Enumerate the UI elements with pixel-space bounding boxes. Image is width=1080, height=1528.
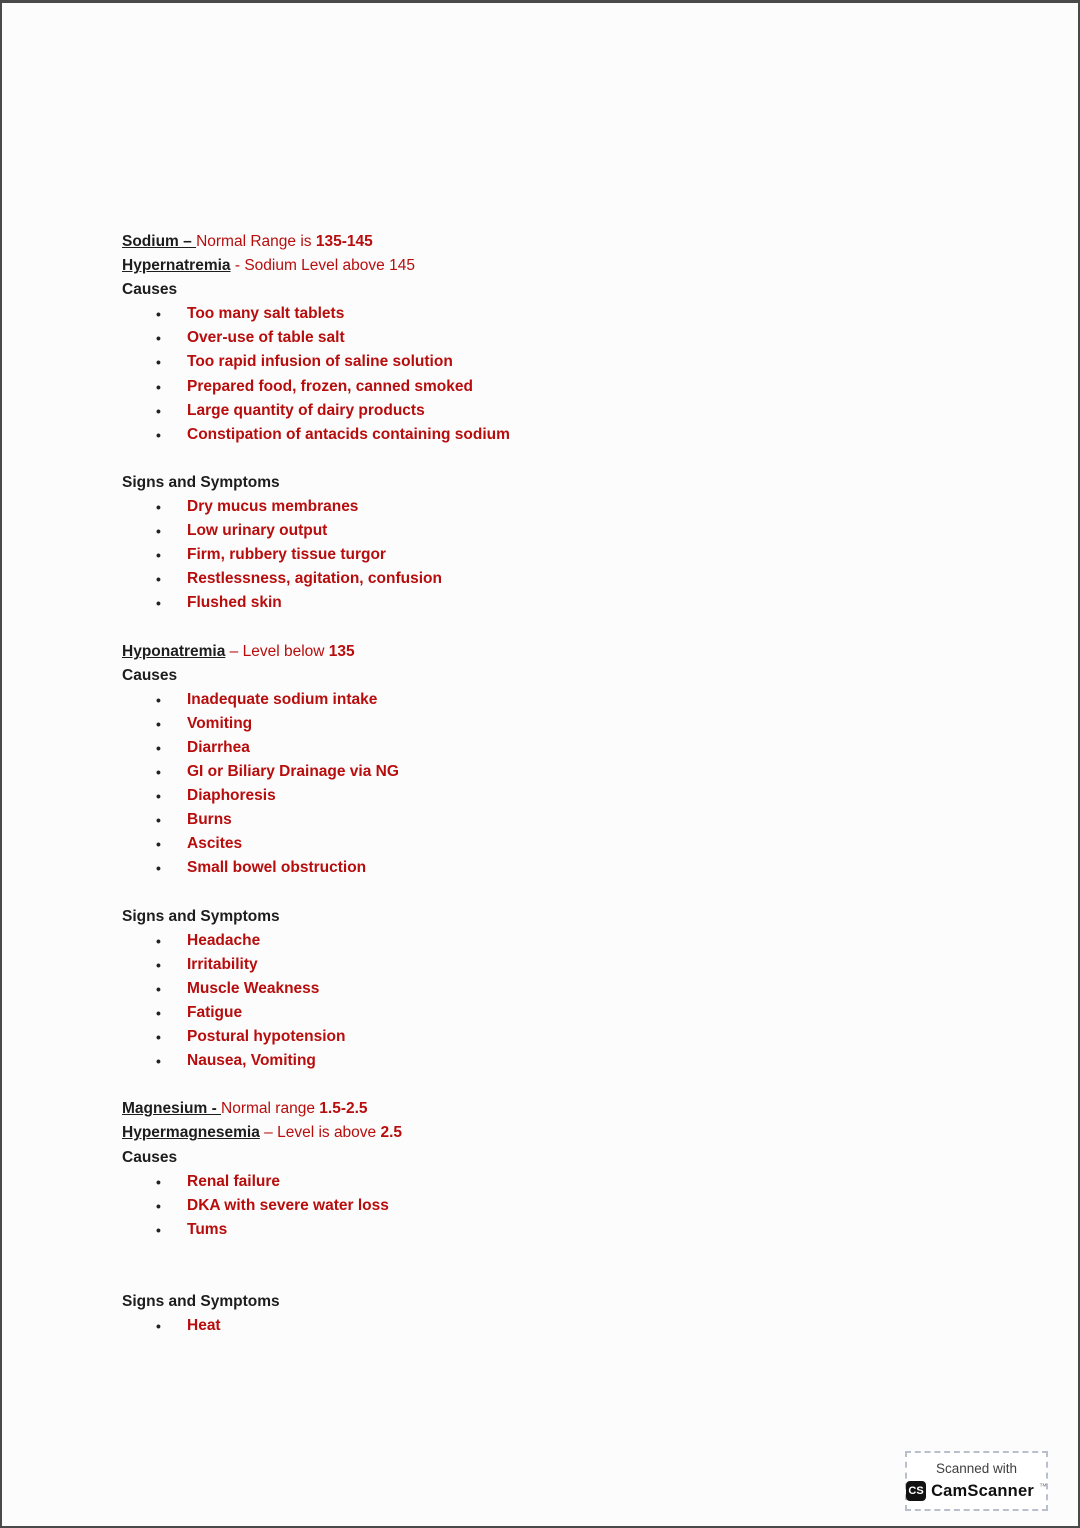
bullet-item: • Too rapid infusion of saline solution — [187, 350, 952, 374]
text-segment: Causes — [122, 281, 178, 299]
text-segment: Hypernatremia — [122, 257, 231, 275]
bullet-item: • Dry mucus membranes — [187, 495, 952, 519]
bullet-item: • Heat — [187, 1314, 952, 1338]
bullet-item: • Irritability — [187, 953, 952, 977]
heading-hypermagnesemia — [122, 1121, 952, 1145]
text-segment: 2.5 — [380, 1124, 403, 1142]
hypernatremia-signs-list — [122, 495, 952, 615]
label-signs-symptoms — [122, 905, 952, 929]
camscanner-logo-icon: CS — [906, 1481, 926, 1501]
text-segment: 1.5-2.5 — [319, 1100, 368, 1118]
text-segment: Signs and Symptoms — [122, 473, 280, 491]
heading-magnesium — [122, 1097, 952, 1121]
bullet-item: • Prepared food, frozen, canned smoked — [187, 375, 952, 399]
text-segment: Causes — [122, 666, 178, 684]
label-causes — [122, 664, 952, 688]
bullet-item: • GI or Biliary Drainage via NG — [187, 760, 952, 784]
bullet-item: • Fatigue — [187, 1001, 952, 1025]
spacer — [122, 447, 952, 471]
bullet-item: • Low urinary output — [187, 519, 952, 543]
camscanner-brand-name: CamScanner — [931, 1481, 1034, 1500]
trademark-symbol: ™ — [1038, 1482, 1047, 1491]
bullet-item: • Diaphoresis — [187, 784, 952, 808]
bullet-item: • Constipation of antacids containing sodium — [187, 423, 952, 447]
bullet-item: • Headache — [187, 929, 952, 953]
text-segment: Signs and Symptoms — [122, 1293, 280, 1311]
hypernatremia-causes-list — [122, 302, 952, 447]
text-segment: Magnesium - — [122, 1100, 222, 1118]
heading-sodium — [122, 230, 952, 254]
hypermagnesemia-causes-list — [122, 1170, 952, 1242]
scanned-with-label: Scanned with — [935, 1461, 1018, 1476]
document-body — [122, 230, 952, 1338]
bullet-item: • Over-use of table salt — [187, 326, 952, 350]
text-segment: - Sodium Level above 145 — [230, 257, 415, 275]
label-causes — [122, 1146, 952, 1170]
text-segment: 135 — [328, 642, 355, 660]
bullet-item: • Large quantity of dairy products — [187, 399, 952, 423]
spacer — [122, 881, 952, 905]
hyponatremia-signs-list — [122, 929, 952, 1074]
bullet-item: • Ascites — [187, 832, 952, 856]
bullet-item: • Firm, rubbery tissue turgor — [187, 543, 952, 567]
bullet-item: • Renal failure — [187, 1170, 952, 1194]
text-segment: Hyponatremia — [122, 642, 226, 660]
text-segment: Hypermagnesemia — [122, 1124, 260, 1142]
bullet-item: • Muscle Weakness — [187, 977, 952, 1001]
text-segment: Signs and Symptoms — [122, 907, 280, 925]
hyponatremia-causes-list — [122, 688, 952, 881]
text-segment: – Level is above — [259, 1124, 381, 1142]
label-causes — [122, 278, 952, 302]
heading-hyponatremia — [122, 640, 952, 664]
heading-hypernatremia — [122, 254, 952, 278]
bullet-item: • Postural hypotension — [187, 1025, 952, 1049]
camscanner-brand-row — [908, 1481, 1047, 1501]
text-segment: Normal Range is — [196, 233, 316, 250]
bullet-item: • Small bowel obstruction — [187, 856, 952, 880]
label-signs-symptoms — [122, 471, 952, 495]
text-segment: Normal range — [221, 1100, 320, 1118]
bullet-item: • Diarrhea — [187, 736, 952, 760]
bullet-item: • Flushed skin — [187, 591, 952, 615]
bullet-item: • Tums — [187, 1218, 952, 1242]
bullet-item: • Inadequate sodium intake — [187, 688, 952, 712]
spacer — [122, 1073, 952, 1097]
text-segment: Sodium – — [122, 233, 197, 250]
hypermagnesemia-signs-list — [122, 1314, 952, 1338]
bullet-item: • Burns — [187, 808, 952, 832]
text-segment: Causes — [122, 1148, 178, 1166]
bullet-item: • DKA with severe water loss — [187, 1194, 952, 1218]
spacer — [122, 1242, 952, 1290]
text-segment: – Level below — [225, 642, 329, 660]
label-signs-symptoms — [122, 1290, 952, 1314]
bullet-item: • Nausea, Vomiting — [187, 1049, 952, 1073]
spacer — [122, 616, 952, 640]
text-segment: 135-145 — [315, 233, 373, 250]
bullet-item: • Too many salt tablets — [187, 302, 952, 326]
camscanner-badge — [905, 1451, 1048, 1511]
bullet-item: • Vomiting — [187, 712, 952, 736]
bullet-item: • Restlessness, agitation, confusion — [187, 567, 952, 591]
